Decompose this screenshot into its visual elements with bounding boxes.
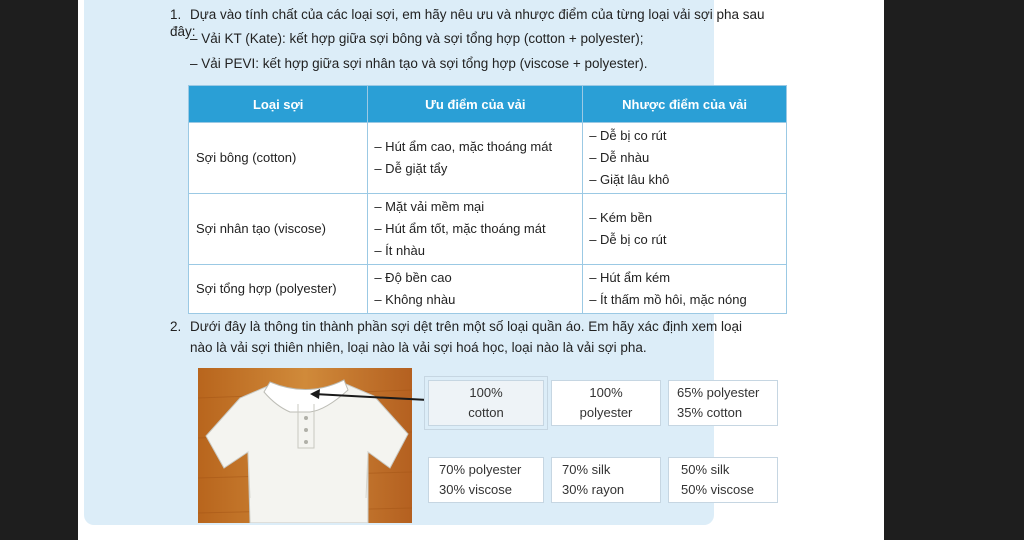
row-viscose-name: Sợi nhân tạo (viscose) bbox=[189, 194, 368, 265]
label-pointer-arrow-icon bbox=[300, 380, 440, 420]
header-disadvantages: Nhược điểm của vải bbox=[583, 86, 787, 123]
row-polyester-pros bbox=[368, 265, 583, 314]
label-line: 70% silk bbox=[562, 462, 611, 477]
row-cotton-cons bbox=[583, 123, 787, 194]
row-polyester-name: Sợi tổng hợp (polyester) bbox=[189, 265, 368, 314]
fiber-properties-table bbox=[188, 85, 787, 314]
con-item: – Dễ bị co rút bbox=[589, 128, 667, 143]
label-line: polyester bbox=[579, 405, 633, 420]
question-1-option-kt: – Vải KT (Kate): kết hợp giữa sợi bông và sợi tổng hợp (cotton + polyester); bbox=[190, 31, 644, 46]
pro-item: – Mặt vải mềm mại bbox=[374, 199, 485, 214]
label-line: 100% bbox=[589, 385, 623, 400]
question-2-line-2: nào là vải sợi thiên nhiên, loại nào là vải sợi hoá học, loại nào là vải sợi pha. bbox=[190, 340, 647, 355]
pro-item: – Độ bền cao bbox=[374, 270, 452, 285]
table-header-row bbox=[189, 86, 787, 123]
con-item: – Ít thấm mồ hôi, mặc nóng bbox=[589, 292, 747, 307]
label-line: 65% polyester bbox=[677, 385, 760, 400]
fabric-label-6 bbox=[668, 457, 778, 503]
table-row bbox=[189, 123, 787, 194]
row-viscose-cons bbox=[583, 194, 787, 265]
pro-item: – Ít nhàu bbox=[374, 243, 425, 258]
header-fiber-type: Loại sợi bbox=[189, 86, 368, 123]
question-1-option-pevi: – Vải PEVI: kết hợp giữa sợi nhân tạo và sợi tổng hợp (viscose + polyester). bbox=[190, 56, 648, 71]
label-line: 30% viscose bbox=[439, 482, 512, 497]
fabric-label-5 bbox=[551, 457, 661, 503]
row-cotton-pros bbox=[368, 123, 583, 194]
label-line: 100% bbox=[469, 385, 503, 400]
table-row bbox=[189, 194, 787, 265]
row-cotton-name: Sợi bông (cotton) bbox=[189, 123, 368, 194]
con-item: – Dễ bị co rút bbox=[589, 232, 667, 247]
label-line: 35% cotton bbox=[677, 405, 743, 420]
question-2-number: 2. bbox=[170, 319, 182, 334]
header-advantages: Ưu điểm của vải bbox=[368, 86, 583, 123]
con-item: – Kém bền bbox=[589, 210, 653, 225]
question-1-text: Dựa vào tính chất của các loại sợi, em hãy nêu ưu và nhược điểm của từng loại vải sợi pha sau đây: bbox=[170, 7, 765, 39]
fabric-label-1 bbox=[428, 380, 544, 426]
fabric-label-2 bbox=[551, 380, 661, 426]
row-viscose-pros bbox=[368, 194, 583, 265]
question-2 bbox=[170, 316, 790, 358]
label-line: 50% viscose bbox=[681, 482, 754, 497]
row-polyester-cons bbox=[583, 265, 787, 314]
pro-item: – Dễ giặt tẩy bbox=[374, 161, 448, 176]
label-line: cotton bbox=[468, 405, 504, 420]
question-2-line-1: Dưới đây là thông tin thành phần sợi dệt trên một số loại quần áo. Em hãy xác định xem loại bbox=[190, 319, 743, 334]
question-1-number: 1. bbox=[170, 7, 182, 22]
label-line: 30% rayon bbox=[562, 482, 625, 497]
fabric-label-3 bbox=[668, 380, 778, 426]
pro-item: – Hút ẩm tốt, mặc thoáng mát bbox=[374, 221, 546, 236]
con-item: – Dễ nhàu bbox=[589, 150, 650, 165]
pro-item: – Hút ẩm cao, mặc thoáng mát bbox=[374, 139, 553, 154]
pro-item: – Không nhàu bbox=[374, 292, 456, 307]
label-line: 70% polyester bbox=[439, 462, 522, 477]
label-line: 50% silk bbox=[681, 462, 730, 477]
table-row bbox=[189, 265, 787, 314]
con-item: – Giặt lâu khô bbox=[589, 172, 670, 187]
fabric-label-4 bbox=[428, 457, 544, 503]
con-item: – Hút ẩm kém bbox=[589, 270, 671, 285]
